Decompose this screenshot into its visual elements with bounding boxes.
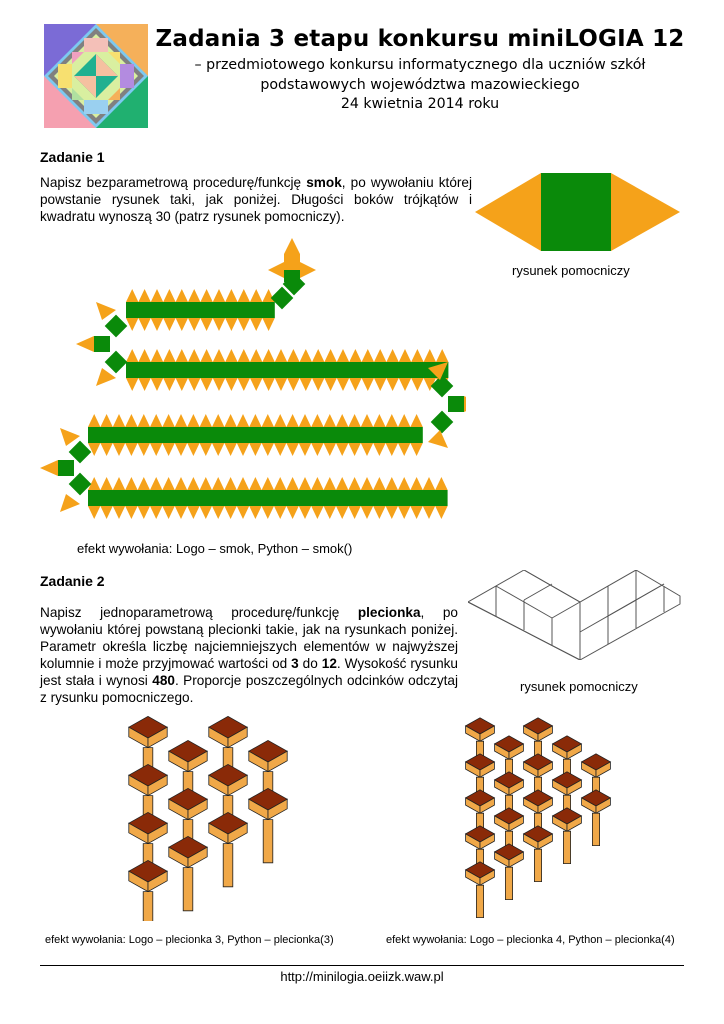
footer-rule <box>40 965 684 966</box>
weave-3-drawing <box>106 716 306 921</box>
weave-4-drawing <box>450 716 644 921</box>
subtitle-line-2: podstawowych województwa mazowieckiego <box>260 77 580 93</box>
task2-helper-caption: rysunek pomocniczy <box>520 679 638 694</box>
task1-helper-drawing <box>475 173 680 251</box>
task1-result-caption: efekt wywołania: Logo – smok, Python – smok() <box>77 541 353 556</box>
task2-helper-drawing <box>468 570 686 660</box>
date-line: 24 kwietnia 2014 roku <box>340 96 500 112</box>
minilogia-logo <box>44 24 148 128</box>
task1-helper-caption: rysunek pomocniczy <box>512 263 630 278</box>
weave-4-caption: efekt wywołania: Logo – plecionka 4, Python – plecionka(4) <box>386 934 675 946</box>
task2-heading: Zadanie 2 <box>40 573 105 589</box>
task2-keyword: plecionka <box>357 605 421 620</box>
task1-heading: Zadanie 1 <box>40 149 105 165</box>
weave-3-caption: efekt wywołania: Logo – plecionka 3, Python – plecionka(3) <box>45 934 334 946</box>
task2-text: Napisz jednoparametrową procedurę/funkcję plecionka, po wywołaniu której powstaną plecionki takie, jak na rysunkach poniżej. Parametr określa liczbę najciemniejszych elementów w najwyższej kolumnie i może przyjmować wartości od 3 do 12. Wysokość rysunku jest stała i wynosi 480. Proporcje poszczególnych odcinków odczytaj z rysunku pomocniczego. <box>40 605 458 705</box>
task1-keyword: smok <box>306 175 342 190</box>
footer-url: http://minilogia.oeiizk.waw.pl <box>280 969 444 984</box>
page-title: Zadania 3 etapu konkursu miniLOGIA 12 <box>155 26 685 52</box>
dragon-drawing <box>36 232 466 528</box>
task1-text: Napisz bezparametrową procedurę/funkcję smok, po wywołaniu której powstanie rysunek taki, jak poniżej. Długości boków trójkątów i kwadratu wynoszą 30 (patrz rysunek pomocniczy). <box>40 175 472 224</box>
subtitle-line-1: – przedmiotowego konkursu informatycznego dla uczniów szkół <box>194 57 646 73</box>
